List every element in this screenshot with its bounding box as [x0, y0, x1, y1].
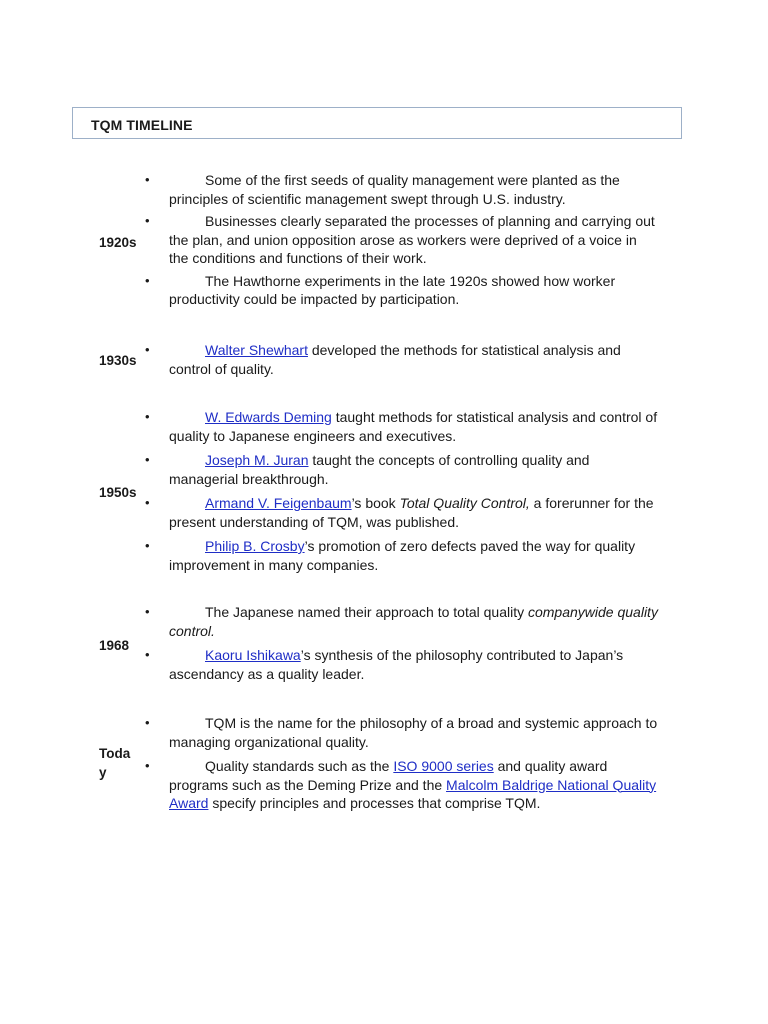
- bullet-icon: •: [145, 272, 150, 288]
- bullet-icon: •: [145, 538, 150, 553]
- bullet-icon: •: [145, 715, 150, 730]
- hyperlink[interactable]: Joseph M. Juran: [205, 452, 309, 468]
- item-text: taught the concepts of controlling quality and managerial breakthrough.: [169, 452, 590, 487]
- item-text: a forerunner for the present understanding of TQM, was published.: [169, 495, 654, 530]
- list-item: [0, 341, 659, 378]
- italic-text: companywide quality control.: [169, 604, 658, 639]
- era-label: 1920s: [99, 235, 137, 250]
- list-item: [0, 537, 659, 574]
- bullet-icon: •: [145, 409, 150, 424]
- bullet-list: [0, 714, 768, 813]
- item-text: TQM is the name for the philosophy of a broad and systemic approach to managing organizational quality.: [169, 715, 658, 750]
- list-item: [0, 451, 659, 488]
- era-label: 1968: [99, 638, 130, 653]
- list-item: [0, 603, 659, 640]
- page-title: TQM TIMELINE: [91, 117, 193, 133]
- bullet-icon: •: [145, 604, 150, 619]
- hyperlink[interactable]: Philip B. Crosby: [205, 538, 305, 554]
- list-item: [0, 646, 659, 683]
- item-text: The Hawthorne experiments in the late 1920s showed how worker productivity could be impacted by participation.: [169, 272, 616, 307]
- bullet-icon: •: [145, 758, 150, 773]
- bullet-icon: •: [145, 452, 150, 467]
- list-item: [0, 408, 659, 445]
- bullet-list: [0, 171, 768, 309]
- item-text: Businesses clearly separated the processes of planning and carrying out the plan, and union opposition arose as workers were deprived of a voice in the conditions and functions of their work.: [169, 213, 655, 266]
- list-item: [0, 272, 659, 309]
- list-item: [0, 494, 659, 531]
- bullet-icon: •: [145, 342, 150, 357]
- hyperlink[interactable]: Walter Shewhart: [205, 342, 308, 358]
- list-item: [0, 212, 659, 268]
- item-text: Quality standards such as the: [205, 758, 394, 774]
- item-text: ’s promotion of zero defects paved the way for quality improvement in many companies.: [169, 538, 636, 573]
- item-text: and quality award programs such as the Deming Prize and the: [169, 758, 608, 793]
- era-label: Today: [99, 746, 131, 780]
- item-text: developed the methods for statistical analysis and control of quality.: [169, 342, 621, 377]
- item-text: taught methods for statistical analysis and control of quality to Japanese engineers and executives.: [169, 409, 658, 444]
- italic-text: Total Quality Control,: [399, 495, 530, 511]
- hyperlink[interactable]: Armand V. Feigenbaum: [205, 495, 352, 511]
- item-text: Some of the first seeds of quality management were planted as the principles of scientific management swept through U.S. industry.: [169, 172, 620, 207]
- list-item: [0, 714, 659, 751]
- hyperlink[interactable]: Malcolm Baldrige National Quality Award: [169, 776, 657, 811]
- bullet-list: [0, 408, 768, 574]
- bullet-list: [0, 603, 768, 683]
- bullet-icon: •: [145, 647, 150, 662]
- hyperlink[interactable]: W. Edwards Deming: [205, 409, 332, 425]
- hyperlink[interactable]: Kaoru Ishikawa: [205, 647, 301, 663]
- item-text: ’s book: [351, 495, 400, 511]
- title-box: [72, 107, 682, 139]
- bullet-icon: •: [145, 172, 150, 187]
- era-label: 1950s: [99, 485, 137, 500]
- bullet-icon: •: [145, 495, 150, 510]
- item-text: specify principles and processes that comprise TQM.: [208, 795, 541, 811]
- list-item: [0, 171, 659, 208]
- hyperlink[interactable]: ISO 9000 series: [393, 758, 494, 774]
- bullet-list: [0, 341, 768, 378]
- item-text: The Japanese named their approach to total quality: [205, 604, 528, 620]
- item-text: ’s synthesis of the philosophy contributed to Japan’s ascendancy as a quality leader.: [169, 647, 624, 682]
- era-label: 1930s: [99, 353, 137, 368]
- list-item: [0, 757, 659, 813]
- bullet-icon: •: [145, 213, 150, 228]
